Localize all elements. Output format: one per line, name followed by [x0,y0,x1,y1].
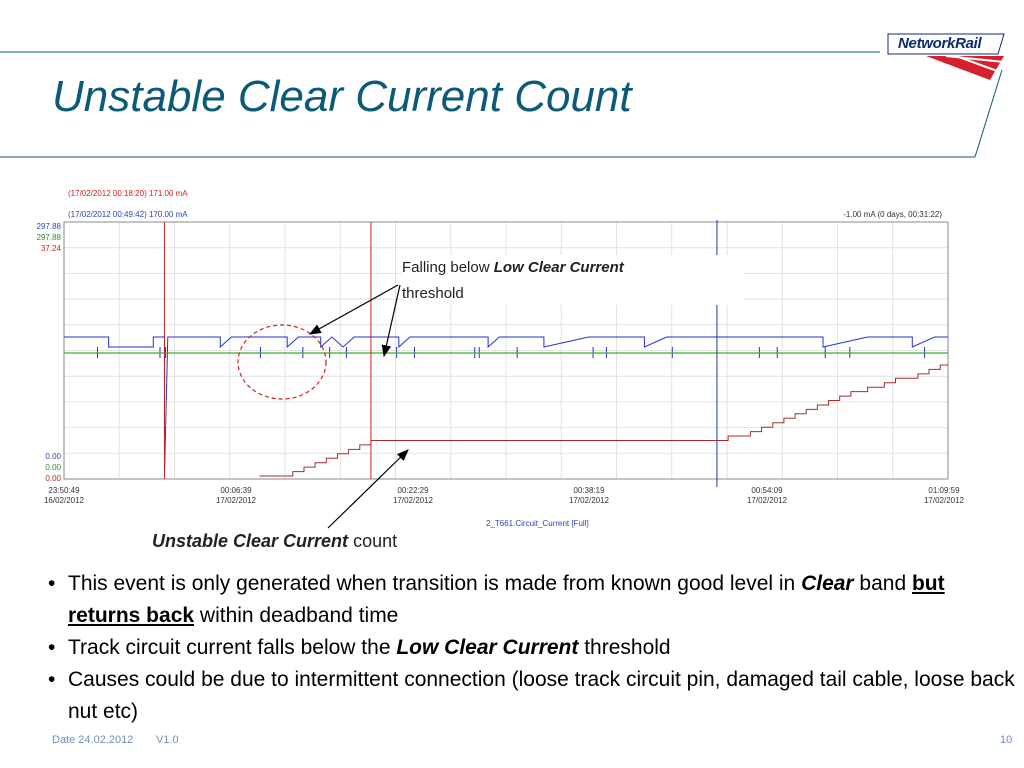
count-em: Unstable Clear Current [152,531,349,551]
x-tick-date: 17/02/2012 [568,496,610,505]
y-bottom-label: 0.00 [45,463,61,472]
count-annotation [152,531,397,552]
x-tick-time: 00:38:19 [573,486,605,495]
bullet-1-text2: band [853,572,912,595]
delta-label: -1.00 mA (0 days, 00:31:22) [843,210,942,219]
bullet-1-underline: but returns back [68,572,945,627]
x-tick-time: 00:22:29 [397,486,429,495]
x-tick-time: 23:50:49 [48,486,80,495]
x-tick-time: 00:06:39 [220,486,252,495]
x-tick-date: 16/02/2012 [43,496,85,505]
bullet-1-text: This event is only generated when transition is made from known good level in [68,572,802,595]
bullet-3 [46,664,1016,728]
cursor-label-2: (17/02/2012 00:49:42) 170.00 mA [68,210,188,219]
bullet-2-text: Track circuit current falls below the [68,636,397,659]
bullet-3-text: Causes could be due to intermittent connection (loose track circuit pin, damaged tail cable, loose back nut etc) [68,668,1015,723]
bullet-list [46,568,1016,728]
bullet-1-text3: within deadband time [194,604,399,627]
count-post: count [348,531,398,551]
page-title: Unstable Clear Current Count [52,72,632,121]
footer-date: Date 24.02.2012 [52,734,134,746]
logo-text: NetworkRail [898,35,982,52]
footer-version: V1.0 [156,734,179,746]
bullet-2-text2: threshold [578,636,671,659]
bullet-1 [46,568,1016,632]
x-tick-date: 17/02/2012 [923,496,965,505]
y-bottom-label: 0.00 [45,474,61,483]
bullet-2 [46,632,1016,664]
falling-post: threshold [402,285,464,302]
x-tick-time: 00:54:09 [751,486,783,495]
x-tick-date: 17/02/2012 [392,496,434,505]
falling-pre: Falling below [402,259,494,276]
bullet-1-em: Clear [801,572,854,595]
x-tick-date: 17/02/2012 [746,496,788,505]
footer-page: 10 [1000,734,1013,746]
cursor-label-1: (17/02/2012 00:18:20) 171.00 mA [68,189,188,198]
series-label: 2_T661.Circuit_Current [Full] [486,519,589,528]
y-top-label: 297.88 [36,222,61,231]
x-tick-time: 01:09:59 [928,486,960,495]
x-tick-date: 17/02/2012 [215,496,257,505]
falling-em: Low Clear Current [493,259,624,276]
y-top-label: 37.24 [40,244,61,253]
y-bottom-label: 0.00 [45,452,61,461]
bullet-2-em: Low Clear Current [396,636,579,659]
y-top-label: 297.88 [36,233,61,242]
